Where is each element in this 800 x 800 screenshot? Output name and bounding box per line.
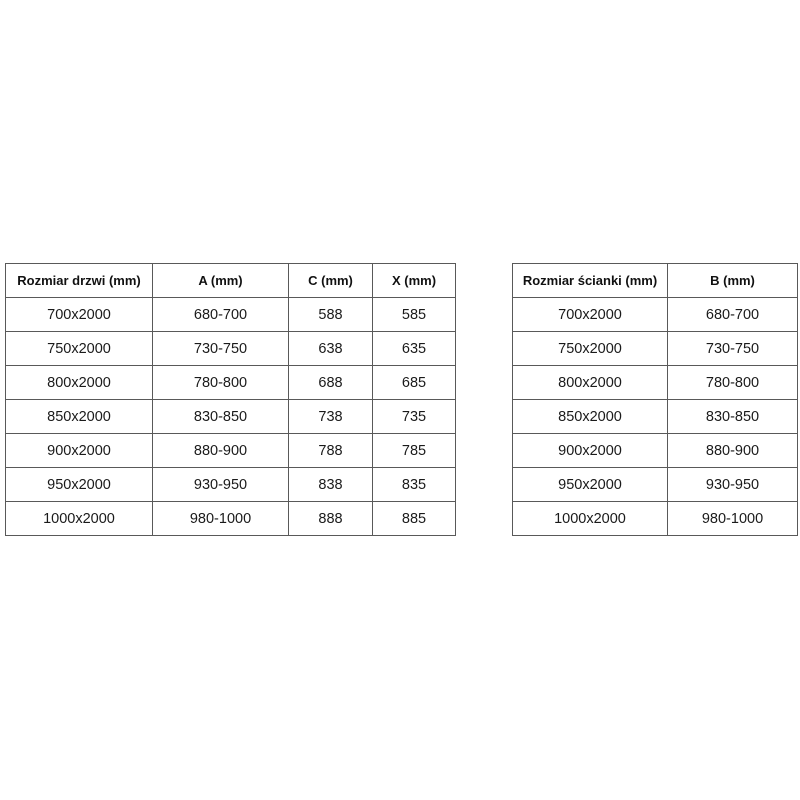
cell-x: 585 xyxy=(373,298,456,332)
cell-x: 885 xyxy=(373,502,456,536)
table-row xyxy=(6,366,456,400)
table-row xyxy=(513,434,798,468)
table-row xyxy=(6,502,456,536)
cell-b: 680-700 xyxy=(668,298,798,332)
table-row xyxy=(6,400,456,434)
cell-x: 735 xyxy=(373,400,456,434)
cell-b: 730-750 xyxy=(668,332,798,366)
cell-wall-size: 750x2000 xyxy=(513,332,668,366)
column-header-a: A (mm) xyxy=(153,264,289,298)
table-row xyxy=(6,298,456,332)
cell-wall-size: 1000x2000 xyxy=(513,502,668,536)
cell-door-size: 850x2000 xyxy=(6,400,153,434)
table-row xyxy=(513,332,798,366)
cell-b: 980-1000 xyxy=(668,502,798,536)
table-row xyxy=(6,434,456,468)
cell-x: 785 xyxy=(373,434,456,468)
table-row xyxy=(513,502,798,536)
cell-wall-size: 900x2000 xyxy=(513,434,668,468)
column-header-x: X (mm) xyxy=(373,264,456,298)
cell-x: 835 xyxy=(373,468,456,502)
door-table-header-row xyxy=(6,264,456,298)
cell-b: 930-950 xyxy=(668,468,798,502)
cell-door-size: 900x2000 xyxy=(6,434,153,468)
cell-b: 830-850 xyxy=(668,400,798,434)
column-header-door-size: Rozmiar drzwi (mm) xyxy=(6,264,153,298)
cell-a: 930-950 xyxy=(153,468,289,502)
cell-wall-size: 700x2000 xyxy=(513,298,668,332)
cell-door-size: 800x2000 xyxy=(6,366,153,400)
table-row xyxy=(513,298,798,332)
cell-b: 780-800 xyxy=(668,366,798,400)
cell-door-size: 750x2000 xyxy=(6,332,153,366)
cell-wall-size: 950x2000 xyxy=(513,468,668,502)
table-row xyxy=(513,400,798,434)
cell-wall-size: 850x2000 xyxy=(513,400,668,434)
cell-c: 588 xyxy=(289,298,373,332)
table-row xyxy=(513,468,798,502)
column-header-b: B (mm) xyxy=(668,264,798,298)
cell-a: 680-700 xyxy=(153,298,289,332)
table-row xyxy=(6,332,456,366)
column-header-wall-size: Rozmiar ścianki (mm) xyxy=(513,264,668,298)
column-header-c: C (mm) xyxy=(289,264,373,298)
cell-c: 638 xyxy=(289,332,373,366)
cell-door-size: 950x2000 xyxy=(6,468,153,502)
table-row xyxy=(513,366,798,400)
cell-c: 888 xyxy=(289,502,373,536)
cell-a: 980-1000 xyxy=(153,502,289,536)
cell-a: 880-900 xyxy=(153,434,289,468)
cell-a: 780-800 xyxy=(153,366,289,400)
cell-a: 830-850 xyxy=(153,400,289,434)
cell-x: 685 xyxy=(373,366,456,400)
cell-c: 688 xyxy=(289,366,373,400)
cell-a: 730-750 xyxy=(153,332,289,366)
cell-b: 880-900 xyxy=(668,434,798,468)
cell-wall-size: 800x2000 xyxy=(513,366,668,400)
door-size-table xyxy=(5,263,456,536)
table-row xyxy=(6,468,456,502)
cell-c: 838 xyxy=(289,468,373,502)
wall-table-header-row xyxy=(513,264,798,298)
cell-c: 788 xyxy=(289,434,373,468)
cell-door-size: 1000x2000 xyxy=(6,502,153,536)
wall-size-table xyxy=(512,263,798,536)
cell-door-size: 700x2000 xyxy=(6,298,153,332)
cell-x: 635 xyxy=(373,332,456,366)
cell-c: 738 xyxy=(289,400,373,434)
